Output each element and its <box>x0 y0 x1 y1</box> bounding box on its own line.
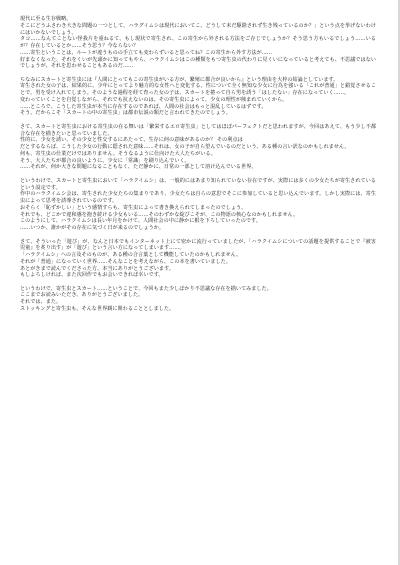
paragraph-1: 現代に至る生存戦略。 そこにどうふさわき大きな問題の一つとして、ハラグイムシは現代においてこ、どうして未だ駆除されず生き残っているのか？」という点を挙げないわけにはいかないでしょう。 タコ……なんてことない怪我片を重ねるて、もし現状で寄生され、この寄生から外される方法をご存じでしょうか？そう思う方もいるでしょう……いるが？存在しているとか……そう思う？今ならない？ ……寄生ということは、ルートが違うものの手立ても変わらずいると思ってね？この寄生から外す方法が…… 好まなくなった、それをくいが先頭かに知ってもやら、ハラクイムシはこの種類をもつ寄生虫の代わりに見くいになっていると考えても、不思議ではないでしょうが、それを思わせることもあるのだ…… <box>20 16 376 70</box>
paragraph-6: というわけで、寄生虫とスカート……ということで、今回もまた少しばかり不思議な存在を描いてみました。 ここまでお読みいただき、ありがとうございました。 それでは、また。 ストッキングと寄生虫も、そんな世界観に関わることとしました。 <box>20 285 272 312</box>
paragraph-4: というわけで、スカートと寄生虫において「ハラクイムシ」は、一般的にはあまり知られていない存在ですが、実際には多くの少女たちが寄生されているという設定です。 作中のハラクイムシ会は、寄生された少女たちの集まりであり、少女たちは自らの意思でそこに参加していると思い込んでいます。しかし実際には、寄生虫によって思考を誘導されているのです。 おそらく「恥ずかしい」という感情すらも、寄生虫によって書き換えられてしまったのでしょう。 それでも、どこかで違和感を抱き続ける少女もいる……そのわずかな綻びこそが、この物語の核心なのかもしれません。 このようにして、ハラクイムシは長い年月をかけて、人間社会の中に静かに根を下ろしていったのです。 ……いつか、誰かがその存在に気づく日が来るのでしょうか。 <box>20 177 376 232</box>
paragraph-5: さて、そういった「遊び」が、なんと日本でもインターネット上にて密かに流行っていましたが、「ハラクイムシについての話題を提供することで『被害児童』を炙り出す」が「遊び」という言い方になってしまいます……。 「ハラクイムシ」への言及そのものが、ある種の合言葉として機能していたのかもしれません。 それが「普通」になっていく世界……そんなことを考えながら、この本を書いていました。 あとがきまで読んでくださった方、本当にありがとうございます。 もしよろしければ、また次回作でもお会いできれば幸いです。 <box>20 238 376 279</box>
afterword-text-body <box>20 16 376 313</box>
paragraph-3: さて、スカートと寄生虫における寄生虫の在る舞いは「繁栄するエロ寄生虫」としてはほぼパーフェクトだと思われますが、今回はあえて、もう少し不都合な存在を描きたいと思っていました。 性的に、少女を誘い、その少女と性交するにあたって、生存に何の意味があるのか？ その利点は だとするならば、こうした少女の行動に隠された意味……それは、女の子が自ら望んでいるのだという、ある種の言い訳なのかもしれません。 何も、寄生虫の仕業だけではありません。そうなるように仕向けた大人たちがいる。 そう、大人たちが都合の良いように、少女に「常識」を刷り込んでいく。 ……それが、何か大きな問題になることもなく、ただ静かに、日常の一部として溶け込んでいる世界。 <box>20 123 376 171</box>
paragraph-2: ちなみにスカートと寄生虫には『人間にとってもこの寄生虫がいる方が、繁殖に都合が良いから』という理由を大枠の結論としています。 寄生された女の子は、結果的に、少年にとってより魅力的な女性へと変化する。性について全く無知な少女に行為を強いる「これが普通」と錯覚させることで、男を受け入れてしまう。そのような過程を経て育った女の子は、スカートを捲って自ら男を誘う「はしたない」存在になっていく……。 変わっていくことを自覚しながら、それでも抗えないのは、その寄生虫によって、少女の理性が蝕まれていくから。 ……ところで、こうした寄生虫が本当に存在するのであれば、人間の社会はもっと混乱しているはずです。 そう、だからこそ「スカートの中の寄生虫」は都市伝説の類だと言われてきたのでしょう。 <box>20 76 376 117</box>
